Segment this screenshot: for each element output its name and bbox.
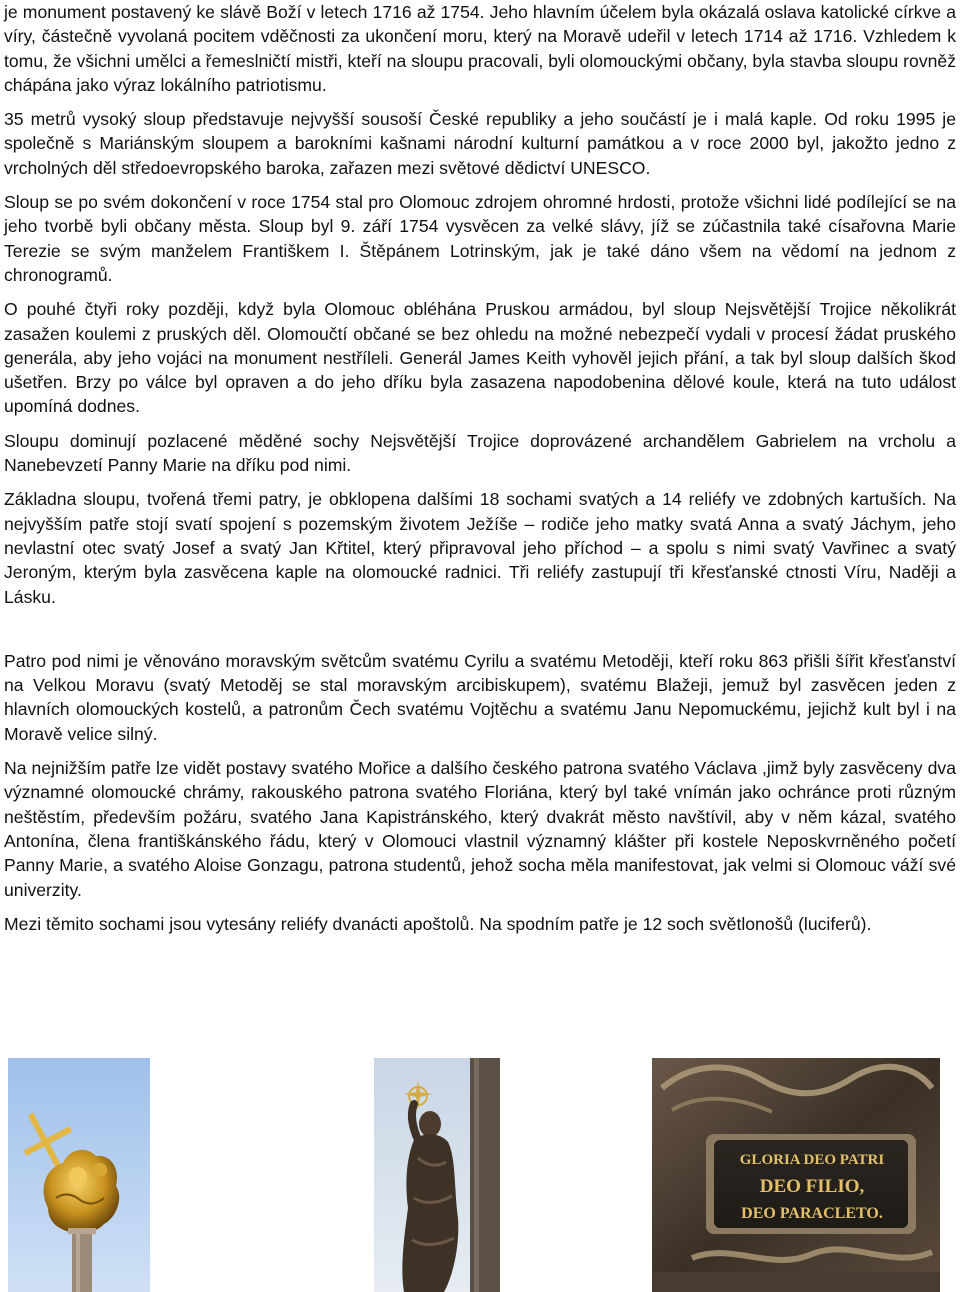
inscription-plaque-photo: [652, 1058, 940, 1292]
paragraph-2: 35 metrů vysoký sloup představuje nejvyšší sousoší České republiky a jeho součástí je i malá kaple. Od roku 1995 je společně s Mariánským sloupem a barokními kašnami národní kulturní památkou a v roce 2000 byl, jakožto jedno z vrcholných děl středoevropského baroka, zařazen mezi světové dědictví UNESCO.: [4, 109, 956, 178]
paragraph-3: Sloup se po svém dokončení v roce 1754 stal pro Olomouc zdrojem ohromné hrdosti, protože všichni lidé podílející se na jeho tvorbě byli občany města. Sloup byl 9. září 1754 vysvěcen za velké slávy, jíž se zúčastnila také císařovna Marie Terezie se svým manželem Františkem I. Štěpánem Lotrinským, jak je také dáno všem na vědomí na jednom z chronogramů.: [4, 192, 956, 285]
paragraph-6: Základna sloupu, tvořená třemi patry, je obklopena dalšími 18 sochami svatých a 14 reliéfy ve zdobných kartuších. Na nejvyšším patře stojí svatí spojení s pozemským životem Ježíše – rodiče jeho matky svatá Anna a svatý Jáchym, jeho nevlastní otec svatý Josef a svatý Jan Křtitel, který připravoval jeho příchod – a spolu s nimi svatý Vavřinec a svatý Jeroným, kterým byla zasvěcena kaple na olomoucké radnici. Tři reliéfy zastupují tři křesťanské ctnosti Víru, Naději a Lásku.: [4, 489, 956, 607]
inscription-line-2: DEO FILIO,: [759, 1176, 865, 1197]
paragraph-7: Patro pod nimi je věnováno moravským světcům svatému Cyrilu a svatému Metoději, kteří roku 863 přišli šířit křesťanství na Velkou Moravu (svatý Metoděj se stal moravským arcibiskupem), svatému Blažeji, jemuž byl zasvěcen jeden z hlavních olomouckých kostelů, a patronům Čech svatému Vojtěchu a svatému Janu Nepomuckému, jejichž kult byl i na Moravě velice silný.: [4, 650, 956, 744]
paragraph-4: O pouhé čtyři roky později, když byla Olomouc obléhána Pruskou armádou, byl sloup Nejsvětější Trojice několikrát zasažen koulemi z pruských děl. Olomoučtí občané se bez ohledu na možné nebezpečí vydali v procesí žádat pruského generála, aby jeho vojáci na monument nestříleli. Generál James Keith vyhověl jejich přání, a tak byl sloup dalších škod ušetřen. Brzy po válce byl opraven a do jeho dříku byla zasazena napodobenina dělové koule, která na tuto událost upomíná dodnes.: [4, 299, 956, 417]
paragraph-9: Mezi těmito sochami jsou vytesány reliéfy dvanácti apoštolů. Na spodním patře je 12 soch světlonošů (luciferů).: [4, 913, 872, 934]
paragraph-1: je monument postavený ke slávě Boží v letech 1716 až 1754. Jeho hlavním účelem byla okázalá oslava katolické církve a víry, částečně vyvolaná pocitem vděčnosti za ukončení moru, který na Moravě udeřil v letech 1714 až 1716. Vzhledem k tomu, že všichni umělci a řemeslničtí mistři, kteří na sloupu pracovali, byli olomouckými občany, byla stavba sloupu rovněž chápána jako výraz lokálního patriotismu.: [4, 2, 956, 95]
saint-statue-photo: [374, 1058, 500, 1292]
paragraph-8: Na nejnižším patře lze vidět postavy svatého Mořice a dalšího českého patrona svatého Václava ,jimž byly zasvěceny dva významné olomoucké chrámy, rakouského patrona svatého Floriána, který byl také vnímán jako ochránce proti různým neštěstím, především požáru, svatého Jana Kapistránského, který dvakrát město navštívil, aby v něm kázal, svatého Antonína, člena františkánského řádu, který v Olomouci vlastnil významný klášter při kostele Neposkvrněného početí Panny Marie, a svatého Aloise Gonzagu, patrona studentů, jehož socha měla manifestovat, jak velmi si Olomouc váží své univerzity.: [4, 758, 956, 900]
inscription-line-3: DEO PARACLETO.: [741, 1205, 883, 1222]
article-text: [4, 0, 956, 936]
inscription-line-1: GLORIA DEO PATRI: [739, 1152, 885, 1168]
paragraph-5: Sloupu dominují pozlacené měděné sochy Nejsvětější Trojice doprovázené archandělem Gabrielem na vrcholu a Nanebevzetí Panny Marie na dříku pod nimi.: [4, 430, 956, 476]
trinity-statue-photo: [8, 1058, 150, 1292]
